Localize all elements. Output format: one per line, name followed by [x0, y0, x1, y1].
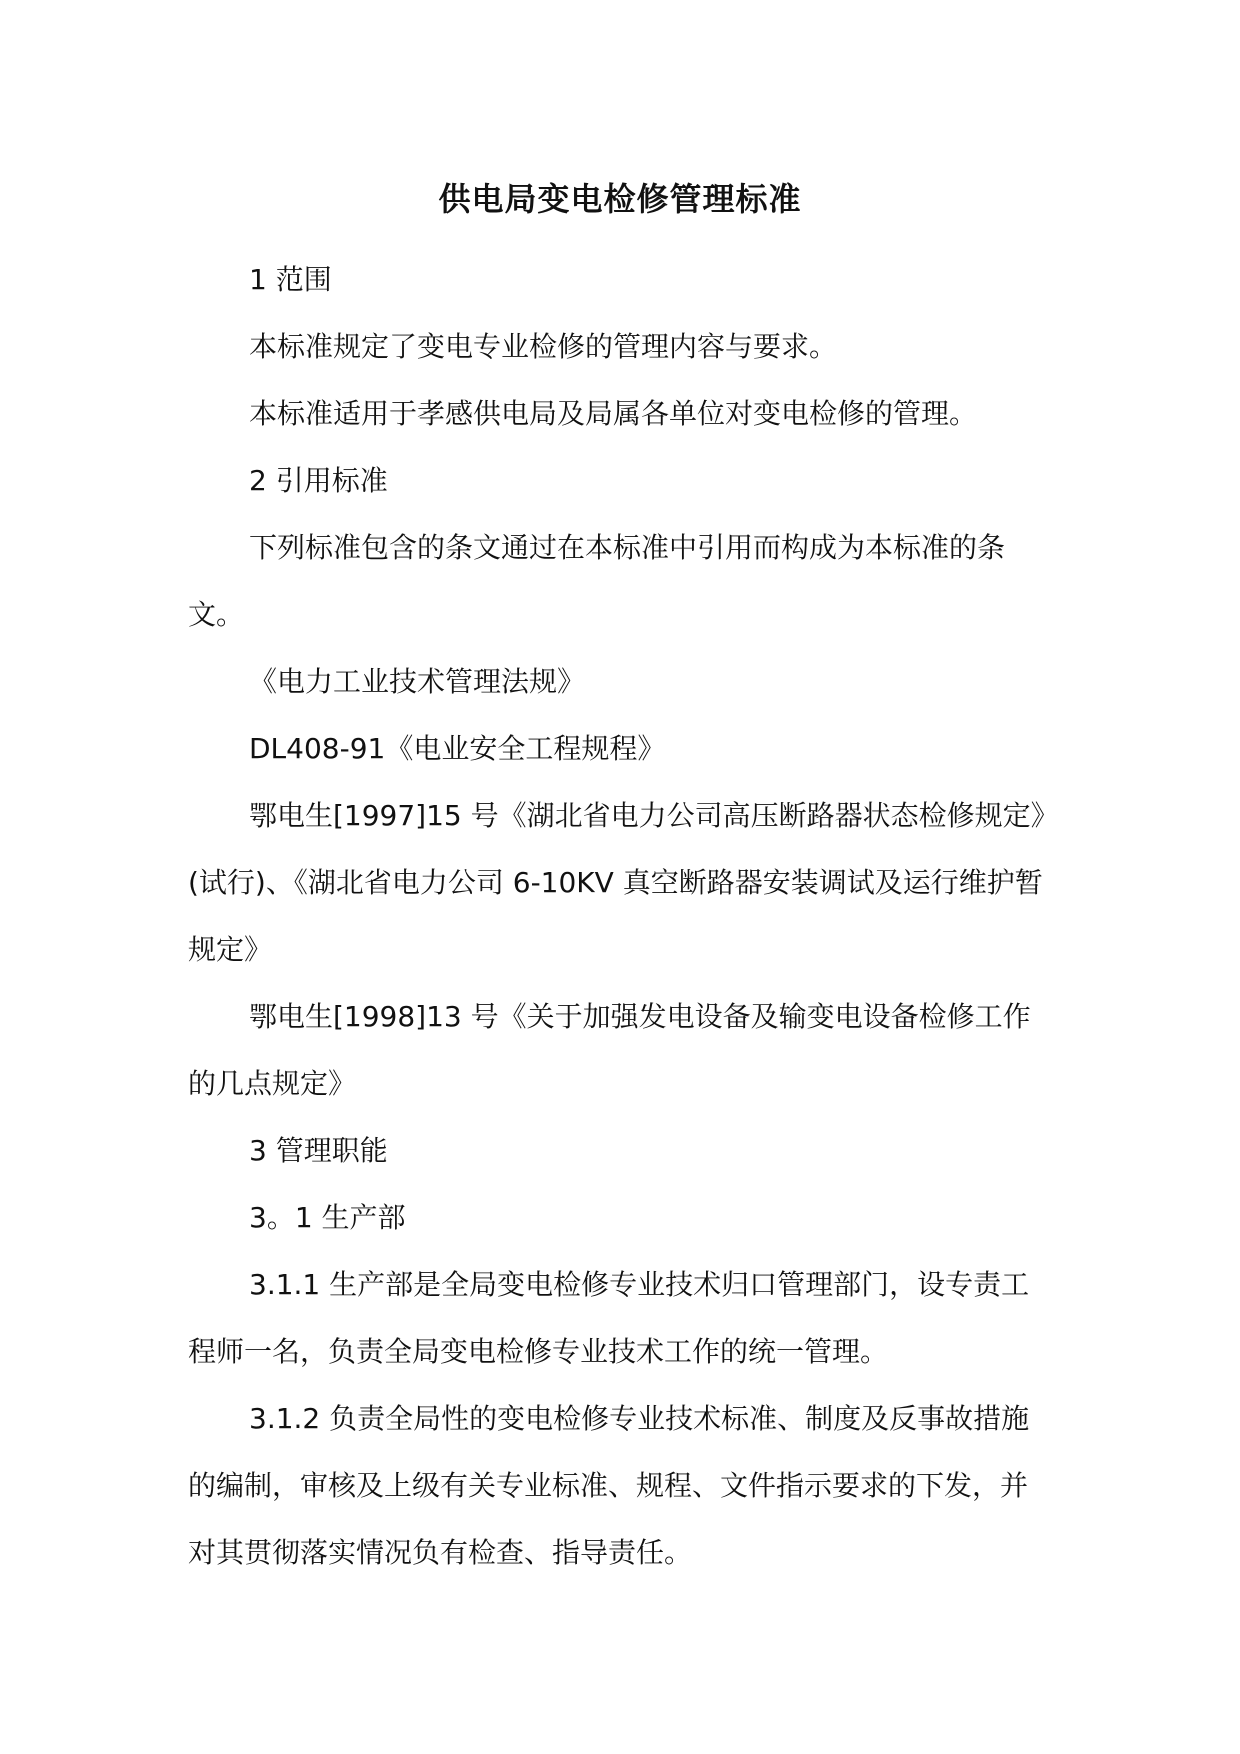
- reference-item-3: 鄂电生[1997]15 号《湖北省电力公司高压断路器状态检修规定》(试行)、《湖北省电力公司 6-10KV 真空断路器安装调试及运行维护暂规定》: [188, 799, 1045, 966]
- section-heading-referenced-standards: 2 引用标准: [249, 464, 388, 497]
- document-body: [188, 246, 1050, 1586]
- section-heading-scope: 1 范围: [249, 263, 332, 296]
- paragraph-scope-applicability: 本标准适用于孝感供电局及局属各单位对变电检修的管理。: [249, 397, 978, 430]
- clause-3-1-1: 3.1.1 生产部是全局变电检修专业技术归口管理部门，设专责工程师一名，负责全局变电检修专业技术工作的统一管理。: [188, 1268, 1030, 1368]
- clause-3-1-2: 3.1.2 负责全局性的变电检修专业技术标准、制度及反事故措施的编制，审核及上级有关专业标准、规程、文件指示要求的下发，并对其贯彻落实情况负有检查、指导责任。: [188, 1402, 1030, 1569]
- paragraph-scope-content: 本标准规定了变电专业检修的管理内容与要求。: [249, 330, 838, 363]
- reference-item-4: 鄂电生[1998]13 号《关于加强发电设备及输变电设备检修工作的几点规定》: [188, 1000, 1031, 1100]
- reference-item-2: DL408-91《电业安全工程规程》: [249, 732, 666, 765]
- reference-item-1: 《电力工业技术管理法规》: [249, 665, 586, 698]
- section-heading-management-functions: 3 管理职能: [249, 1134, 388, 1167]
- subsection-heading-production-dept: 3。1 生产部: [249, 1201, 406, 1234]
- paragraph-references-intro: 下列标准包含的条文通过在本标准中引用而构成为本标准的条文。: [188, 531, 1006, 631]
- document-title: 供电局变电检修管理标准: [438, 180, 802, 218]
